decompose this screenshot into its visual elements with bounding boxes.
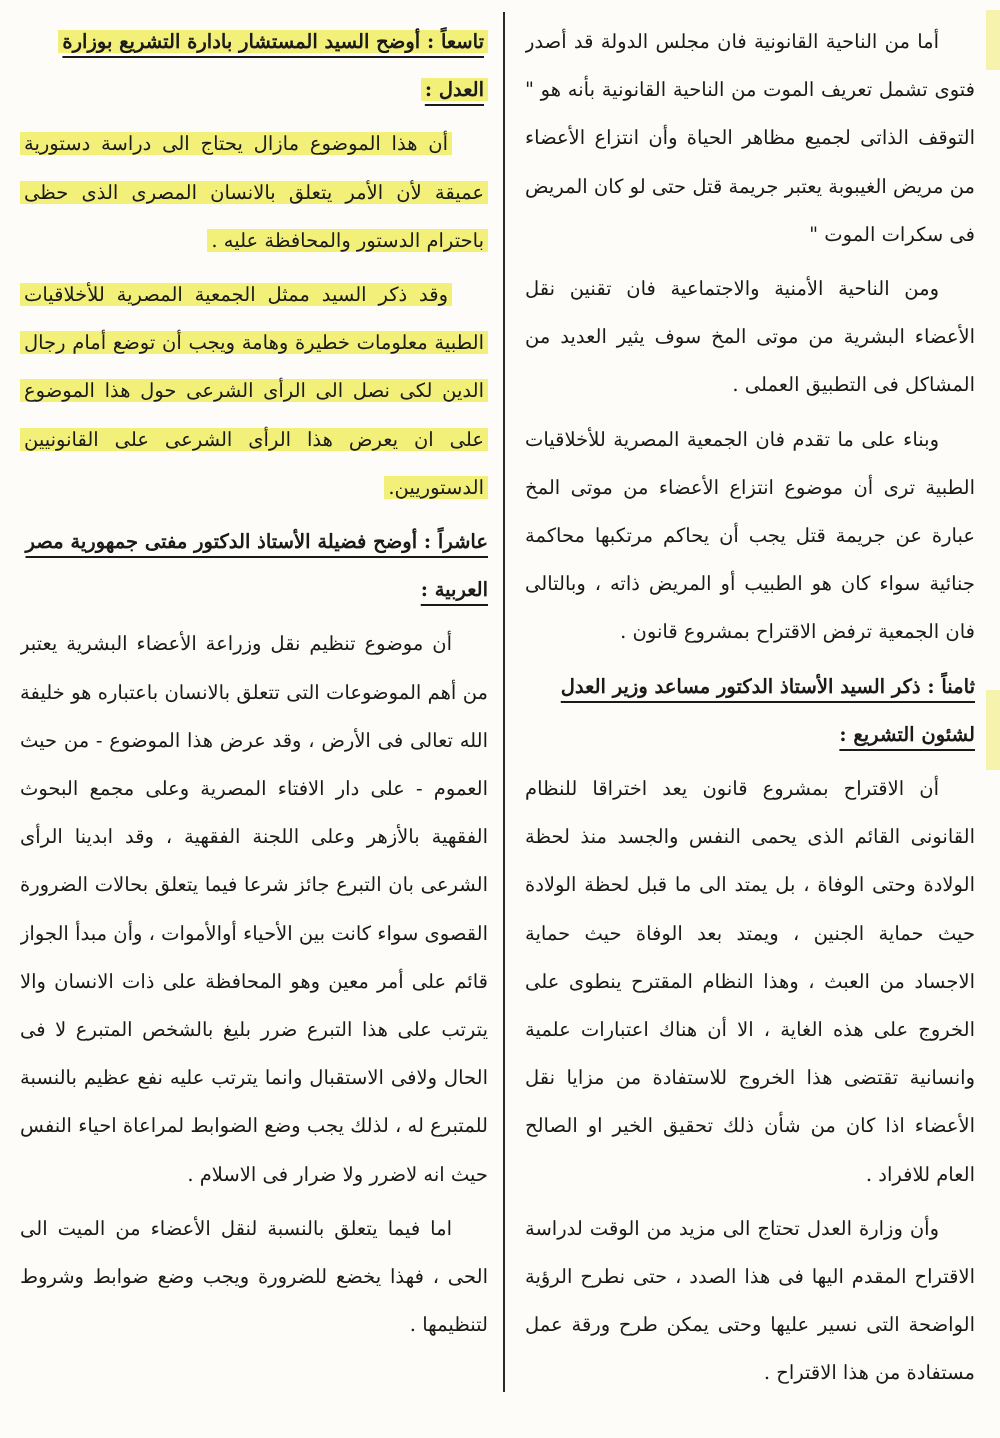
paragraph-society-position: وبناء على ما تقدم فان الجمعية المصرية للأخلاقيات الطبية ترى أن موضوع انتزاع الأعضاء من موتى المخ عبارة عن جريمة قتل يجب أن يحاكم مرتكبها محاكمة جنائية سواء كان هو الطبيب أو المريض ذاته ، وبالتالى فان الجمعية ترفض الاقتراح بمشروع قانون . — [525, 427, 975, 644]
paragraph-religious-opinion — [20, 271, 488, 512]
column-divider — [503, 12, 505, 1392]
highlighted-heading-ninth: تاسعاً : أوضح السيد المستشار بادارة التشريع بوزارة العدل : — [58, 30, 488, 101]
highlighted-religious-opinion: وقد ذكر السيد ممثل الجمعية المصرية للأخلاقيات الطبية معلومات خطيرة وهامة ويجب أن توضع أمام رجال الدين لكى نصل الى الرأى الشرعى حول هذا الموضوع على ان يعرض هذا الرأى الشرعى على القانونيين الدستوريين. — [20, 283, 488, 499]
left-column — [20, 18, 488, 1418]
paragraph-security-social: ومن الناحية الأمنية والاجتماعية فان تقنين نقل الأعضاء البشرية من موتى المخ سوف يثير العديد من المشاكل فى التطبيق العملى . — [525, 277, 975, 397]
paragraph-constitutional-study — [20, 120, 488, 265]
heading-ninth — [20, 18, 488, 114]
paragraph-dead-to-living: اما فيما يتعلق بالنسبة لنقل الأعضاء من الميت الى الحى ، فهذا يخضع للضرورة ويجب وضع ضوابط وشروط لتنظيمها . — [20, 1216, 488, 1337]
paragraph-justice-ministry-time: وأن وزارة العدل تحتاج الى مزيد من الوقت لدراسة الاقتراح المقدم اليها فى هذا الصدد ، حتى نطرح الرؤية الواضحة التى نسير عليها وحتى يمكن طرح ورقة عمل مستفادة من هذا الاقتراح . — [525, 1216, 975, 1385]
right-column — [525, 18, 975, 1418]
edge-highlight-mark — [986, 10, 1000, 70]
paragraph-mufti-opinion: أن موضوع تنظيم نقل وزراعة الأعضاء البشرية يعتبر من أهم الموضوعات التى تتعلق بالانسان باعتباره هو خليفة الله تعالى فى الأرض ، وقد عرض هذا الموضوع - من حيث العموم - على دار الافتاء المصرية وعلى مجمع البحوث الفقهية بالأزهر وعلى اللجنة الفقهية ، وقد ابدينا الرأى الشرعى بان التبرع جائز شرعا فيما يتعلق بحالات الضرورة القصوى سواء كانت بين الأحياء أوالأموات ، وأن مبدأ الجواز قائم على أمر معين وهو المحافظة على ذات الانسان والا يترتب على هذا التبرع ضرر بليغ بالشخص المتبرع لا فى الحال ولافى الاستقبال وانما يترتب عليه نفع عظيم بالنسبة للمتبرع له ، لذلك يجب وضع الضوابط لمراعاة احياء النفس حيث انه لاضرر ولا ضرار فى الاسلام . — [20, 632, 488, 1186]
heading-tenth: عاشراً : أوضح فضيلة الأستاذ الدكتور مفتى جمهورية مصر العربية : — [25, 530, 488, 602]
paragraph-council-of-state: أما من الناحية القانونية فان مجلس الدولة قد أصدر فتوى تشمل تعريف الموت من الناحية القانونية بأنه هو " التوقف الذاتى لجميع مظاهر الحياة وأن انتزاع الأعضاء من مريض الغيبوبة يعتبر جريمة قتل حتى لو كان المريض فى سكرات الموت " — [525, 30, 975, 246]
edge-highlight-mark — [986, 690, 1000, 770]
highlighted-constitutional-study: أن هذا الموضوع مازال يحتاج الى دراسة دستورية عميقة لأن الأمر يتعلق بالانسان المصرى الذى حظى باحترام الدستور والمحافظة عليه . — [20, 132, 488, 251]
paragraph-justice-assistant: أن الاقتراح بمشروع قانون يعد اختراقا للنظام القانونى القائم الذى يحمى النفس والجسد منذ لحظة الولادة وحتى الوفاة ، بل يمتد الى ما قبل لحظة الولادة حيث حماية الجنين ، ويمتد بعد الوفاة حيث حماية الاجساد من العبث ، وهذا النظام المقترح ينطوى على الخروج على هذه الغاية ، الا أن هناك اعتبارات علمية وانسانية تقتضى هذا الخروج للاستفادة من مزايا نقل الأعضاء اذا كان من شأن ذلك تحقيق الخير او الصالح العام للافراد . — [525, 777, 975, 1186]
heading-eighth: ثامناً : ذكر السيد الأستاذ الدكتور مساعد وزير العدل لشئون التشريع : — [560, 674, 975, 746]
